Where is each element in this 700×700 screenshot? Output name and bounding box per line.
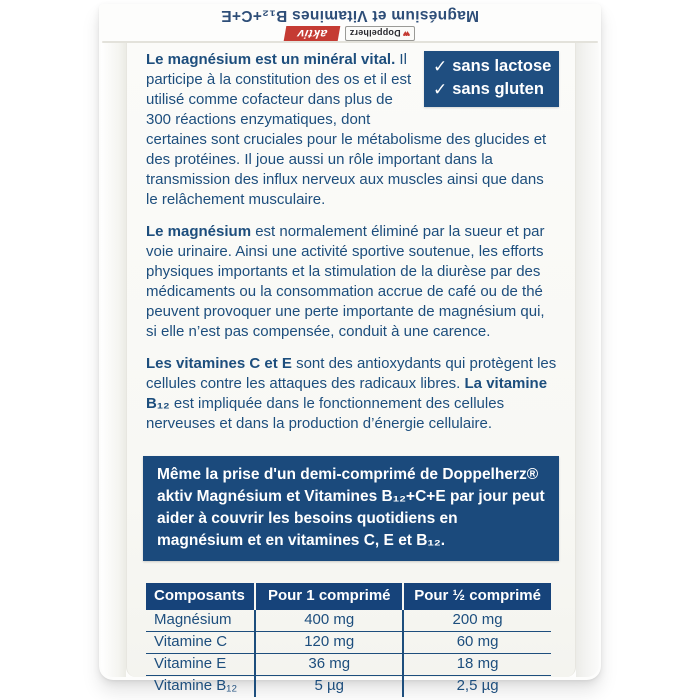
table-cell: 400 mg	[255, 610, 403, 632]
box-left-side	[101, 43, 126, 677]
table-cell: Vitamine B₁₂	[154, 677, 238, 694]
paragraph-lead: Le magnésium	[146, 223, 252, 240]
table-row	[146, 632, 551, 654]
table-cell: 36 mg	[255, 654, 403, 676]
table-row	[146, 610, 551, 632]
paragraph-lead: La vitamine B₁₂	[146, 375, 548, 412]
table-cell: 60 mg	[403, 632, 551, 654]
badge-line-gluten	[433, 78, 553, 101]
badge-label-gluten: sans gluten	[452, 80, 544, 98]
column-header-demi-comprime: Pour ½ comprimé	[403, 583, 551, 610]
table-row	[146, 676, 551, 698]
paragraph-magnesium-loss	[146, 222, 559, 342]
product-title: Magnésium et Vitamines B₁₂+C+E	[220, 7, 480, 24]
table-header-row	[146, 583, 551, 610]
box-top-fold	[113, 7, 587, 40]
brand-name: Doppelherz	[349, 28, 401, 39]
paragraph-text: sont des antioxydants qui protègent les cellules contre les attaques des radicaux libres.	[146, 355, 557, 392]
paragraph-lead: Le magnésium est un minéral vital.	[146, 51, 396, 68]
badge-line-lactose	[433, 55, 553, 78]
check-icon: ✓	[433, 57, 448, 76]
table-cell: 18 mg	[403, 654, 551, 676]
table-cell: Vitamine E	[146, 654, 255, 676]
allergen-free-badge	[424, 51, 559, 107]
paragraph-vitamins	[146, 354, 559, 434]
badge-label-lactose: sans lactose	[452, 57, 552, 75]
box-right-side	[576, 43, 599, 677]
product-box	[99, 4, 601, 694]
column-header-composants: Composants	[146, 583, 255, 610]
table-cell: 2,5 µg	[403, 676, 551, 698]
table-cell: 5 µg	[255, 676, 403, 698]
paragraph-text: est impliquée dans le fonctionnement des cellules nerveuses et dans la production d’énergie cellulaire.	[146, 395, 505, 432]
composition-table	[146, 583, 551, 697]
table-row	[146, 654, 551, 676]
box-back-panel	[126, 43, 576, 694]
paragraph-text: Il participe à la constitution des os et il est utilisé comme cofacteur dans plus de 300 réactions enzymatiques, dont certaines sont cruciales pour le métabolisme des glucides et des protéines. Il joue aussi un rôle important dans la transmission des influx nerveux aux muscles ainsi que dans le relâchement musculaire.	[146, 51, 547, 208]
doppelherz-logo	[345, 26, 416, 41]
table-cell: Magnésium	[146, 610, 255, 632]
table-cell: 120 mg	[255, 632, 403, 654]
table-cell: Vitamine C	[146, 632, 255, 654]
aktiv-badge: aktiv	[283, 26, 340, 41]
check-icon: ✓	[433, 80, 448, 99]
dosage-highlight-box: Même la prise d'un demi-comprimé de Doppelherz® aktiv Magnésium et Vitamines B₁₂+C+E par jour peut aider à couvrir les besoins quotidiens en magnésium et en vitamines C, E et B₁₂.	[143, 456, 559, 561]
column-header-1-comprime: Pour 1 comprimé	[255, 583, 403, 610]
paragraph-text: est normalement éliminé par la sueur et par voie urinaire. Ainsi une activité sportive soutenue, les efforts physiques importants et la stimulation de la diurèse par des médicaments ou la consommation accrue de café ou de thé peuvent provoquer une perte importante de magnésium qui, si elle n’est pas compensée, conduit à une carence.	[146, 223, 545, 340]
table-cell: 200 mg	[403, 610, 551, 632]
brand-lockup	[285, 26, 416, 41]
panel-content	[146, 50, 559, 694]
double-heart-icon: ♥♥	[405, 29, 411, 39]
paragraph-lead: Les vitamines C et E	[146, 355, 292, 372]
